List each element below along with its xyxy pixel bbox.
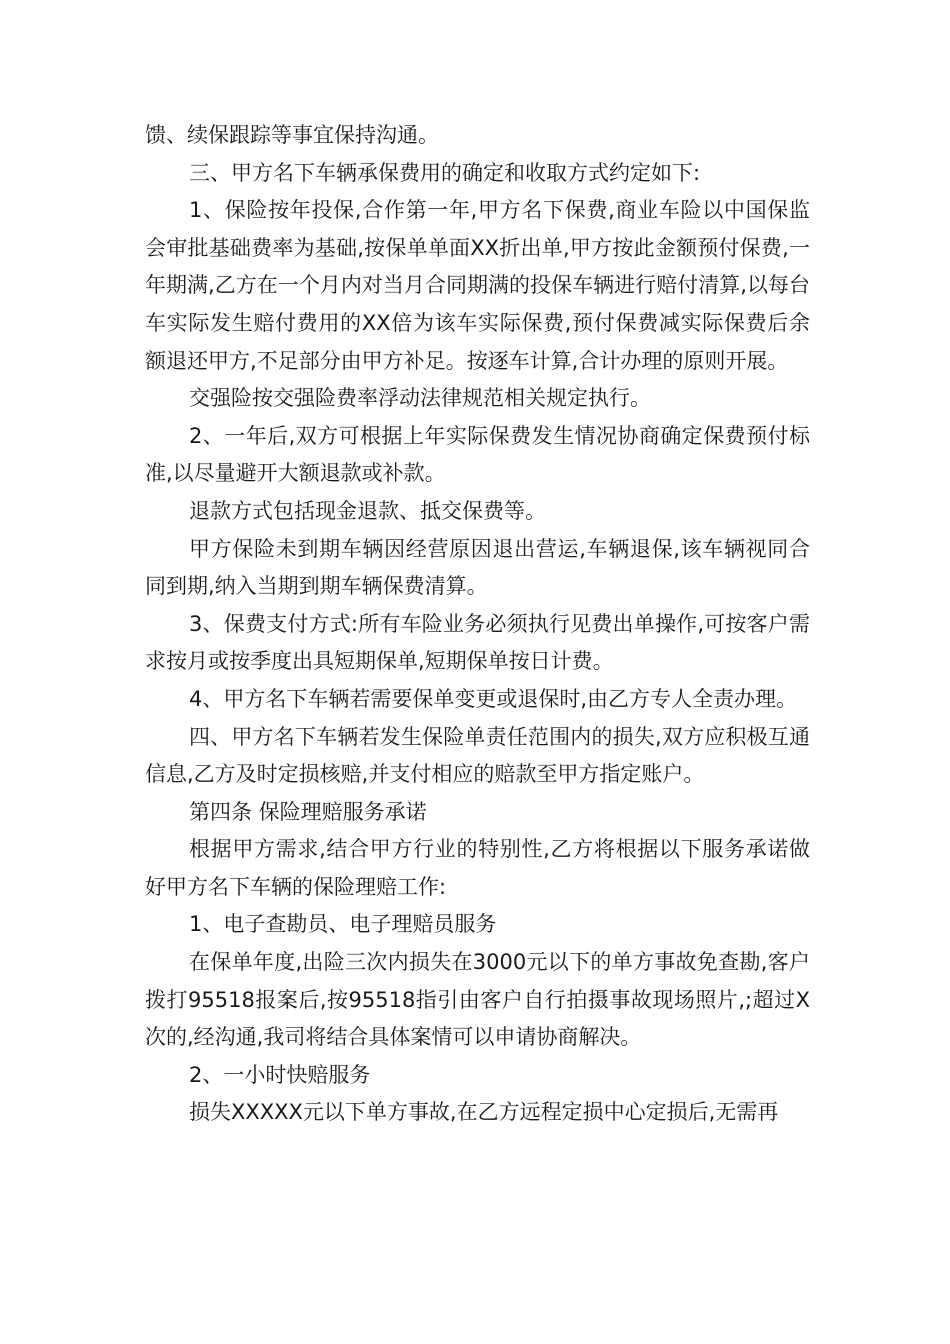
- article-4-heading: 第四条 保险理赔服务承诺: [189, 799, 427, 824]
- paragraph-continuation: 馈、续保跟踪等事宜保持沟通。: [145, 123, 439, 147]
- clause-1-electronic-survey: 1、电子查勘员、电子理赔员服务: [189, 912, 497, 937]
- clause-2-fast-claims: 2、一小时快赔服务: [189, 1062, 371, 1087]
- clause-2-after-one-year: 2、一年后,双方可根据上年实际保费发生情况协商确定保费预付标准,以尽量避开大额退款或补款。: [145, 423, 810, 486]
- document-body: [145, 117, 810, 1132]
- paragraph-fast-claims-detail: 损失XXXXX元以下单方事故,在乙方远程定损中心定损后,无需再: [189, 1100, 779, 1125]
- paragraph-survey-exemption: 在保单年度,出险三次内损失在3000元以下的单方事故免查勘,客户拨打95518报案后,按95518指引由客户自行拍摄事故现场照片,;超过X次的,经沟通,我司将结合具体案情可以申请协商解决。: [145, 950, 810, 1050]
- paragraph-refund-methods: 退款方式包括现金退款、抵交保费等。: [189, 498, 546, 523]
- clause-1-annual-insurance: 1、保险按年投保,合作第一年,甲方名下保费,商业车险以中国保监会审批基础费率为基础,按保单单面XX折出单,甲方按此金额预付保费,一年期满,乙方在一个月内对当月合同期满的投保车辆进行赔付清算,以每台车实际发生赔付费用的XX倍为该车实际保费,预付保费减实际保费后余额退还甲方,不足部分由甲方补足。按逐车计算,合计办理的原则开展。: [145, 198, 810, 373]
- paragraph-early-withdrawal: 甲方保险未到期车辆因经营原因退出营运,车辆退保,该车辆视同合同到期,纳入当期到期车辆保费清算。: [145, 536, 810, 599]
- section-heading-loss-handling: 四、甲方名下车辆若发生保险单责任范围内的损失,双方应积极互通信息,乙方及时定损核赔,并支付相应的赔款至甲方指定账户。: [145, 724, 810, 787]
- paragraph-compulsory-insurance: 交强险按交强险费率浮动法律规范相关规定执行。: [189, 386, 651, 411]
- paragraph-service-commitment: 根据甲方需求,结合甲方行业的特别性,乙方将根据以下服务承诺做好甲方名下车辆的保险理赔工作:: [145, 837, 810, 899]
- section-heading-fee-determination: 三、甲方名下车辆承保费用的确定和收取方式约定如下:: [189, 160, 701, 185]
- clause-3-payment-method: 3、保费支付方式:所有车险业务必须执行见费出单操作,可按客户需求按月或按季度出具短期保单,短期保单按日计费。: [145, 611, 810, 674]
- clause-4-policy-change: 4、甲方名下车辆若需要保单变更或退保时,由乙方专人全责办理。: [189, 686, 798, 711]
